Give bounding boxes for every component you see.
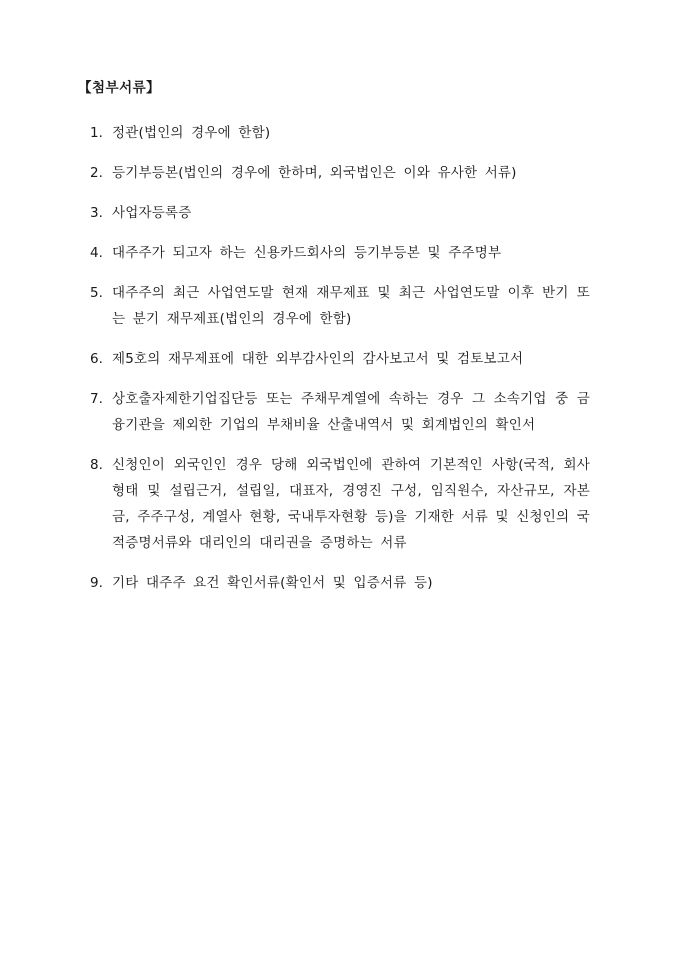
item-number: 8.	[90, 457, 103, 473]
item-text: 등기부등본(법인의 경우에 한하며, 외국법인은 이와 유사한 서류)	[112, 165, 517, 181]
item-text: 신청인이 외국인인 경우 당해 외국법인에 관하여 기본적인 사항(국적, 회사형태 및 설립근거, 설립일, 대표자, 경영진 구성, 임직원수, 자산규모, 자본금, 주주구성, 계열사 현황, 국내투자현황 등)을 기재한 서류 및 신청인의 국적증명서류와 대리인의 대리권을 증명하는 서류	[112, 457, 590, 551]
item-number: 5.	[90, 285, 103, 301]
item-number: 6.	[90, 351, 103, 367]
list-item	[90, 120, 590, 146]
list-item	[90, 200, 590, 226]
list-item	[90, 240, 590, 266]
item-text: 기타 대주주 요건 확인서류(확인서 및 입증서류 등)	[112, 575, 433, 591]
item-number: 9.	[90, 575, 103, 591]
item-number: 4.	[90, 245, 103, 261]
item-text: 정관(법인의 경우에 한함)	[112, 125, 271, 141]
item-text: 대주주의 최근 사업연도말 현재 재무제표 및 최근 사업연도말 이후 반기 또는 분기 재무제표(법인의 경우에 한함)	[112, 285, 590, 327]
list-item	[90, 452, 590, 556]
attachment-list	[90, 120, 590, 610]
item-number: 1.	[90, 125, 103, 141]
list-item	[90, 346, 590, 372]
item-text: 제5호의 재무제표에 대한 외부감사인의 감사보고서 및 검토보고서	[112, 351, 524, 367]
list-item	[90, 386, 590, 438]
item-number: 7.	[90, 391, 103, 407]
section-heading: 【첨부서류】	[78, 80, 161, 96]
list-item	[90, 280, 590, 332]
item-text: 대주주가 되고자 하는 신용카드회사의 등기부등본 및 주주명부	[112, 245, 502, 261]
item-text: 사업자등록증	[112, 205, 192, 221]
list-item	[90, 160, 590, 186]
item-number: 3.	[90, 205, 103, 221]
list-item	[90, 570, 590, 596]
item-number: 2.	[90, 165, 103, 181]
item-text: 상호출자제한기업집단등 또는 주채무계열에 속하는 경우 그 소속기업 중 금융기관을 제외한 기업의 부채비율 산출내역서 및 회계법인의 확인서	[112, 391, 590, 433]
